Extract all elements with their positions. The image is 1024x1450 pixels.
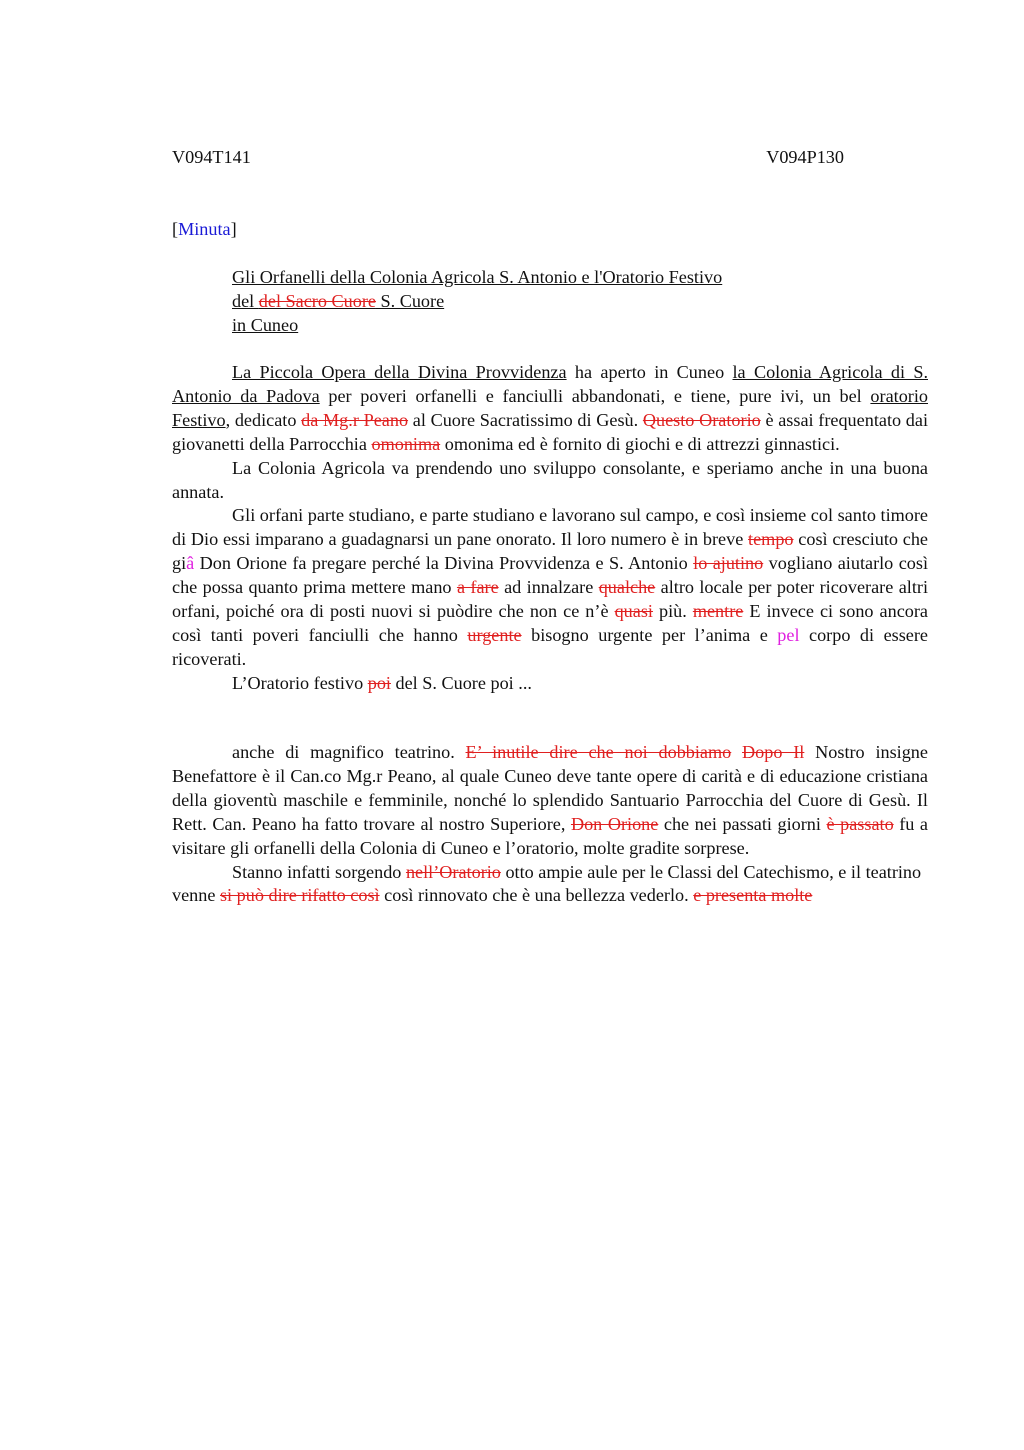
document-title xyxy=(232,266,722,338)
document-code-left: V094T141 xyxy=(172,147,251,167)
title-line-3: in Cuneo xyxy=(232,314,299,335)
deleted-text: Questo Oratorio xyxy=(642,409,761,430)
paragraph-5: anche di magnifico teatrino. E’ inutile dire che noi dobbiamo Dopo Il Nostro insigne Benefattore è il Can.co Mg.r Peano, al quale Cuneo deve tante opere di carità e di educazione cristiana della gioventù maschile e femminile, nonché lo splendido Santuario Parrocchia del Cuore di Gesù. Il Rett. Can. Peano ha fatto trovare al nostro Superiore, Don Orione che nei passati giorni è passato fu a visitare gli orfanelli della Colonia di Cuneo e l’oratorio, molte gradite sorprese. xyxy=(172,742,928,858)
inserted-text: â xyxy=(186,553,195,574)
underlined-text: oratorio Festivo xyxy=(172,385,928,430)
deleted-text: si può dire rifatto così xyxy=(219,885,380,906)
deleted-text: lo ajutino xyxy=(693,553,764,574)
paragraph-6: Stanno infatti sorgendo nell’Oratorio otto ampie aule per le Classi del Catechismo, e il teatrino venne si può dire rifatto così così rinnovato che è una bellezza vederlo. e presenta molte xyxy=(172,861,922,906)
title-line-2: del del Sacro Cuore S. Cuore xyxy=(232,290,445,311)
deleted-text: a fare xyxy=(456,577,499,598)
deleted-text: E’ inutile dire che noi dobbiamo xyxy=(465,742,732,762)
paragraph-4: L’Oratorio festivo poi del S. Cuore poi ... xyxy=(232,672,532,693)
underlined-text: La Piccola Opera della Divina Provvidenza xyxy=(232,362,567,382)
inserted-text: pel xyxy=(777,624,800,645)
document-header xyxy=(172,146,844,170)
deleted-text: Don Orione xyxy=(570,813,659,834)
deleted-text: poi xyxy=(367,672,391,693)
deleted-text: mentre xyxy=(692,601,744,622)
deleted-text: tempo xyxy=(748,529,794,550)
paragraph-2: La Colonia Agricola va prendendo uno sviluppo consolante, e speriamo anche in una buona annata. xyxy=(172,457,928,502)
deleted-text: è passato xyxy=(826,813,894,834)
deleted-text: quasi xyxy=(614,601,653,622)
deleted-text: del Sacro Cuore xyxy=(258,290,376,311)
underlined-text: la Colonia Agricola di S. Antonio da Padova xyxy=(172,362,928,406)
deleted-text: omonima xyxy=(371,433,441,454)
document-code-right: V094P130 xyxy=(766,147,844,167)
paragraph-3: Gli orfani parte studiano, e parte studiano e lavorano sul campo, e così insieme col santo timore di Dio essi imparano a guadagnarsi un pane onorato. Il loro numero è in breve tempo così cresciuto che giâ Don Orione fa pregare perché la Divina Provvidenza e S. Antonio lo ajutino vogliano aiutarlo così che possa quanto prima mettere mano a fare ad innalzare qualche altro locale per poter ricoverare altri orfani, poiché ora di posti nuovi si puòdire che non ce n’è quasi più. mentre E invece ci sono ancora così tanti poveri fanciulli che hanno urgente bisogno urgente per l’anima e pel corpo di essere ricoverati. xyxy=(172,505,929,669)
deleted-text: e presenta molte xyxy=(693,885,813,906)
deleted-text: qualche xyxy=(598,577,656,598)
deleted-text: nell’Oratorio xyxy=(405,861,501,882)
paragraph-1: La Piccola Opera della Divina Provvidenza ha aperto in Cuneo la Colonia Agricola di S. Antonio da Padova per poveri orfanelli e fanciulli abbandonati, e tiene, pure ivi, un bel oratorio Festivo, dedicato da Mg.r Peano al Cuore Sacratissimo di Gesù. Questo Oratorio è assai frequentato dai giovanetti della Parrocchia omonima omonima ed è fornito di giochi e di attrezzi ginnastici. xyxy=(172,362,929,454)
deleted-text: Dopo Il xyxy=(742,742,805,762)
body-section-2 xyxy=(172,741,928,908)
deleted-text: da Mg.r Peano xyxy=(301,409,409,430)
draft-label: [Minuta] xyxy=(172,219,237,239)
title-line-1: Gli Orfanelli della Colonia Agricola S. Antonio e l'Oratorio Festivo xyxy=(232,267,723,287)
draft-label-text: Minuta xyxy=(178,219,231,239)
body-section-1 xyxy=(172,361,928,696)
deleted-text: urgente xyxy=(467,624,522,645)
